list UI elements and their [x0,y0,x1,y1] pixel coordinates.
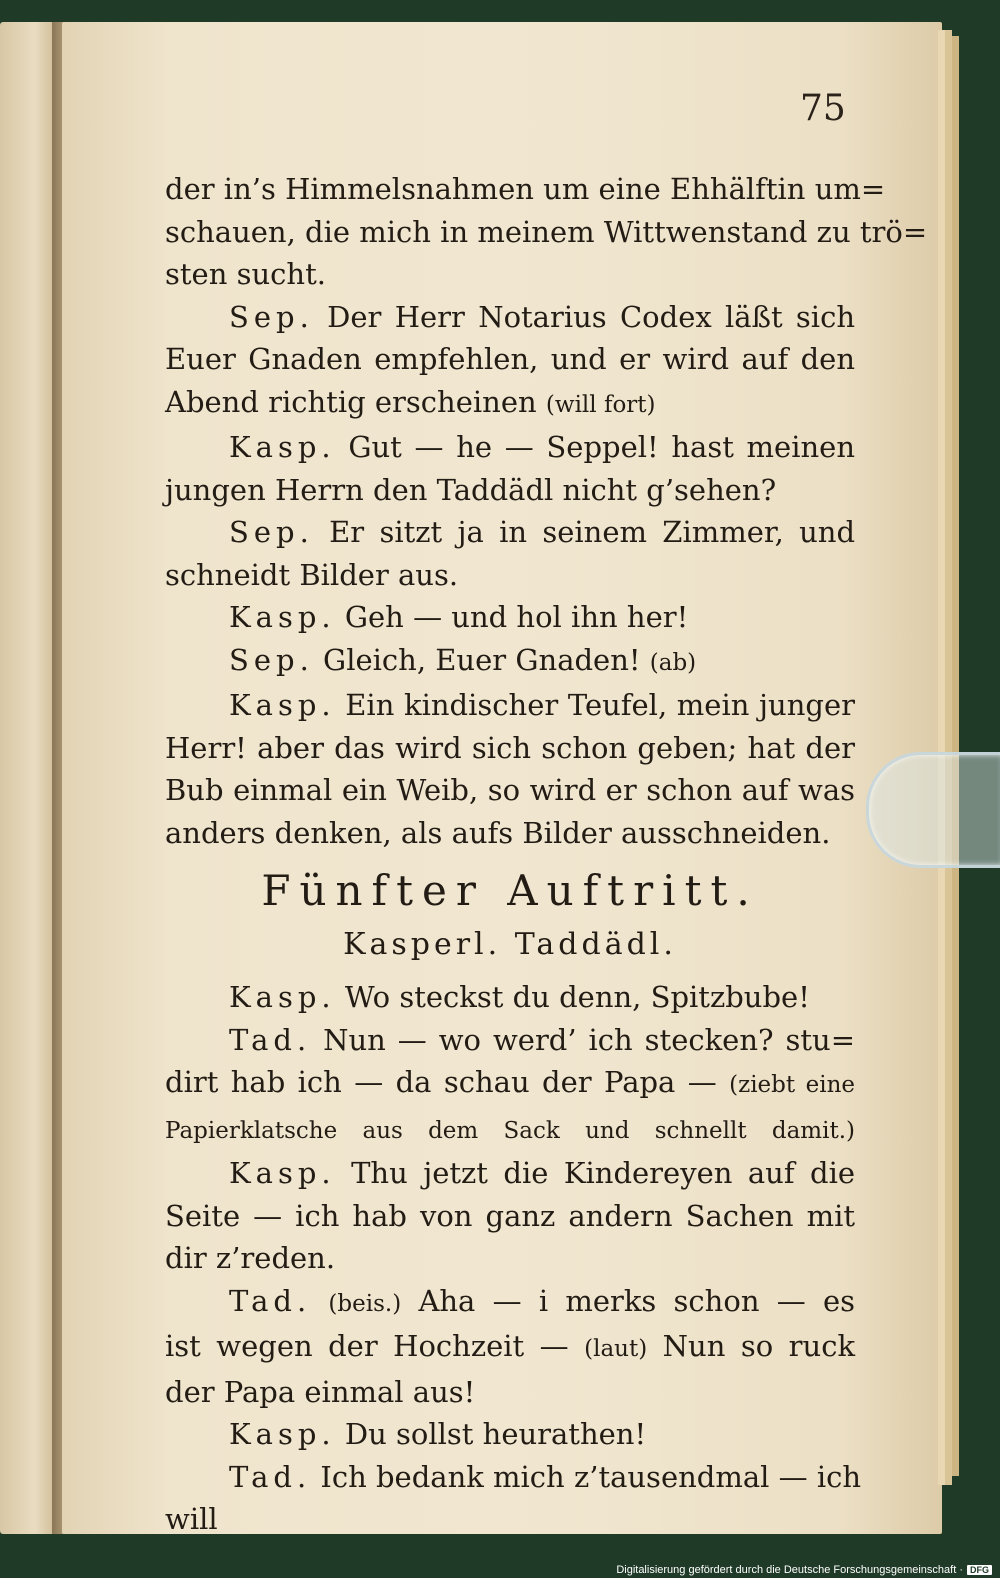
line-text: Du sollst heurathen! [344,1417,647,1451]
stage-direction: (ziebt eine [729,1072,856,1098]
line-text: dirt hab ich — da schau der Papa — [165,1065,717,1099]
line-text: schneidt Bilder aus. [165,557,459,592]
speaker-name: Tad. [229,1022,312,1057]
line-text: Geh — und hol ihn her! [344,600,689,634]
text-line [165,1456,862,1499]
line-text: Bub einmal ein Weib, so wird er schon auf was [165,773,855,807]
text-line [165,511,855,554]
line-text: Nun — wo werd’ ich stecken? stu= [323,1022,856,1057]
text-line [165,1280,855,1326]
line-text: jungen Herrn den Taddädl nicht g’sehen? [165,472,777,507]
speaker-name: Sep. [229,299,314,334]
line-text: Euer Gnaden empfehlen, und er wird auf den [165,342,855,376]
text-line [165,1195,855,1238]
text-line [165,1019,855,1062]
line-text: der Papa einmal aus! [165,1374,476,1409]
scene-characters: Kasperl. Taddädl. [343,927,677,962]
line-text: sten sucht. [165,257,326,291]
speaker-name: Tad. [229,1283,312,1318]
stage-direction: (beis.) [328,1290,402,1317]
catchword: will [165,1502,218,1536]
text-block-scene-four [165,168,928,854]
text-line [165,296,855,339]
scene-heading: Fünfter Auftritt. [261,866,759,915]
stage-direction: (will fort) [545,391,656,418]
line-text: ist wegen der Hochzeit — [165,1329,569,1363]
text-line [165,1107,855,1153]
line-text: anders denken, als aufs Bilder ausschneiden. [165,815,831,850]
line-text: Gut — he — Seppel! hast meinen [348,430,856,464]
line-text: der in’s Himmelsnahmen um eine Ehhälftin um= [165,172,886,206]
text-line [165,1371,855,1414]
line-text: Der Herr Notarius Codex läßt sich [327,299,855,334]
footer-credit: Digitalisierung gefördert durch die Deutsche Forschungsgemeinschaft · [616,1564,963,1576]
dfg-logo: DFG [967,1565,992,1575]
text-line [165,1413,855,1456]
line-text: Gleich, Euer Gnaden! [323,642,641,677]
line-text: Seite — ich hab von ganz andern Sachen mit [165,1198,855,1233]
text-block-scene-five [165,976,862,1498]
line-text: Thu jetzt die Kindereyen auf die [351,1156,856,1190]
digitization-footer [616,1564,992,1576]
speaker-name: Kasp. [229,430,336,464]
left-page-edge [0,22,58,1534]
page-number: 75 [800,88,846,129]
line-text: schauen, die mich in meinem Wittwenstand zu trö= [165,214,928,249]
speaker-name: Kasp. [229,980,336,1014]
text-line [165,1325,855,1371]
line-text: Nun so ruck [662,1329,856,1363]
line-text: Ein kindischer Teufel, mein junger [345,688,855,722]
stage-direction: Papierklatsche aus dem Sack und schnellt damit.) [165,1117,855,1144]
text-line [165,469,855,512]
speaker-name: Kasp. [229,1417,336,1451]
line-text: Abend richtig erscheinen [165,384,537,419]
stage-direction: (ab) [649,649,697,676]
text-line [165,1152,855,1195]
line-text: Wo steckst du denn, Spitzbube! [344,980,810,1014]
paper-clip [866,752,1000,868]
text-line [165,381,855,427]
line-text: Herr! aber das wird sich schon geben; hat der [165,730,855,765]
text-line [165,1061,855,1107]
text-line [165,168,886,211]
text-line [165,253,855,296]
speaker-name: Tad. [229,1459,312,1494]
text-line [165,1237,855,1280]
line-text: dir z’reden. [165,1241,336,1275]
speaker-name: Sep. [229,515,314,549]
speaker-name: Sep. [229,642,314,677]
stage-direction: (laut) [584,1336,648,1362]
speaker-name: Kasp. [229,600,336,634]
speaker-name: Kasp. [229,1156,336,1190]
line-text: Aha — i merks schon — es [418,1283,856,1318]
line-text: Er sitzt ja in seinem Zimmer, und [329,515,856,549]
text-line [165,976,855,1019]
text-line [165,639,855,685]
text-line [165,596,855,639]
speaker-name: Kasp. [229,688,336,722]
text-line [165,554,855,597]
text-line [165,426,855,469]
text-line [165,684,855,727]
text-line [165,211,928,254]
text-line [165,812,855,855]
text-line [165,338,855,381]
page-text [165,168,928,1541]
line-text: Ich bedank mich z’tausendmal — ich [320,1459,862,1494]
text-line [165,769,855,812]
text-line [165,727,855,770]
